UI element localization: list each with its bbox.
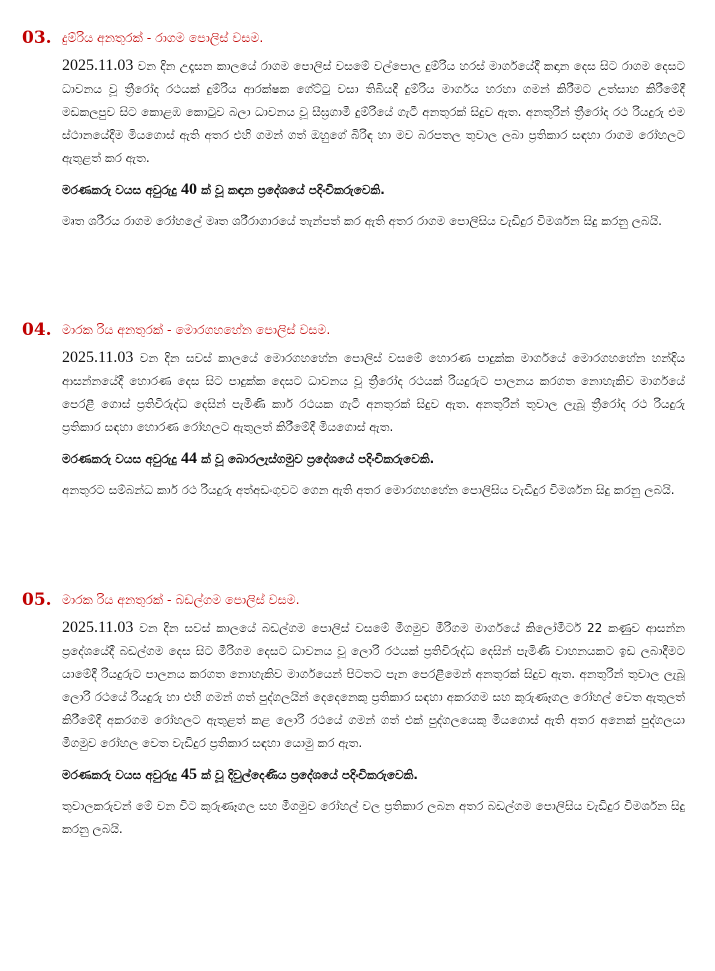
- incident-paragraph: [62, 616, 685, 755]
- section-body: [62, 616, 685, 841]
- section-title: දුම්රිය අනතුරක් - රාගම පොලිස් වසම.: [62, 30, 264, 45]
- section-body: [62, 346, 685, 502]
- deceased-info-post: ක් වූ බොරලැස්ගමුව ප්‍රදේශයේ පදිංචිකරුවෙකි.: [196, 452, 435, 466]
- deceased-info-pre: මරණකරු වයස අවුරුදු: [62, 768, 181, 782]
- section-body: [62, 54, 685, 233]
- deceased-info: [62, 178, 685, 202]
- incident-text: වන දින සවස් කාලයේ බඩල්ගම පොලිස් වසමේ මීගමුව මීරිගම මාර්ගයේ කිලෝමීටර් 22 කණුව ආසන්න ප්‍රදේශයේදී බඩල්ගම දෙස සිට මීරිගම දෙසට ධාවනය වූ ලොරි රථයක් ප්‍රතිවිරුද්ධ දෙසින් පැමිණි වාහනයකට ඉඩ ලබාදීමට යාමේදී රියදුරුට පාලනය කරගත නොහැකිව මාර්ගයෙන් පිටතට පැන පෙරළීමෙන් අනතුරක් සිදුව ඇත. අනතුරින් තුවාල ලැබූ ලොරි රථයේ රියදුරු හා එහි ගමන් ගත් පුද්ගලයින් දෙදෙනෙකු ප්‍රතිකාර සඳහා අකරගම සහ කුරුණෑගල රෝහල් වෙත ඇතුලත් කිරීමේදී අකරගම රෝහලට ඇතුළත් කළ ලොරි රථයේ ගමන් ගත් එක් පුද්ගලයෙකු මියගොස් ඇති අතර අනෙක් පුද්ගලයා මීගමුව රෝහල වෙත වැඩිදුර ප්‍රතිකාර සඳහා යොමු කර ඇත.: [62, 621, 685, 750]
- report-section-03: [0, 28, 715, 241]
- section-number: 04.: [22, 320, 52, 340]
- report-section-04: [0, 320, 715, 510]
- incident-date: 2025.11.03: [62, 57, 134, 74]
- section-number: 03.: [22, 28, 52, 48]
- incident-date: 2025.11.03: [62, 619, 134, 636]
- deceased-info-post: ක් වූ කඳාන ප්‍රදේශයේ පදිංචිකරුවෙකි.: [196, 183, 385, 197]
- investigation-paragraph: මෘත ශරීරය රාගම රෝහලේ මෘත ශරීරාගාරයේ තැන්පත් කර ඇති අතර රාගම පොලිසිය වැඩිදුර විමර්ශන සිදු කරනු ලබයි.: [62, 214, 662, 228]
- report-section-05: [0, 590, 715, 849]
- deceased-info-post: ක් වූ දිවුල්දෙණිය ප්‍රදේශයේ පදිංචිකරුවෙකි.: [196, 768, 418, 782]
- deceased-age: 45: [180, 766, 197, 783]
- section-title: මාරක රිය අනතුරක් - බඩල්ගම පොලිස් වසම.: [62, 592, 300, 607]
- investigation-paragraph: අනතුරට සම්බන්ධ කාර් රථ රියදුරු අත්අඩංගුවට ගෙන ඇති අතර මොරගහහේන පොලිසිය වැඩිදුර විමර්ශන සිදු කරනු ලබයි.: [62, 483, 675, 497]
- section-header: [0, 28, 715, 54]
- incident-text: වන දින සවස් කාලයේ මොරගහහේන පොලිස් වසමේ හොරණ පාදුක්ක මාර්ගයේ මොරගහහේන හන්දිය ආසන්නයේදී හොරණ දෙස සිට පාදුක්ක දෙසට ධාවනය වූ ත්‍රීරෝද රථයක් රියදුරුට පාලනය කරගත නොහැකිව මාර්ගයේ පෙරළී ගොස් ප්‍රතිවිරුද්ධ දෙසින් පැමිණි කාර් රථයක ගැටී අනතුරක් සිදුව ඇත. අනතුරින් තුවාල ලැබූ ත්‍රීරෝද රථ රියදුරු ප්‍රතිකාර සඳහා හොරණ රෝහලට ඇතුලත් කිරීමේදී මියගොස් ඇත.: [62, 351, 685, 434]
- deceased-info: [62, 447, 685, 471]
- deceased-info-pre: මරණකරු වයස අවුරුදු: [62, 452, 181, 466]
- deceased-info: [62, 763, 685, 787]
- investigation-paragraph: තුවාලකරුවන් මේ වන විට කුරුණෑගල සහ මීගමුව රෝහල් වල ප්‍රතිකාර ලබන අතර බඩල්ගම පොලිසිය වැඩිදුර විමර්ශන සිදු කරනු ලබයි.: [62, 799, 685, 836]
- section-header: [0, 590, 715, 616]
- deceased-info-pre: මරණකරු වයස අවුරුදු: [62, 183, 181, 197]
- incident-text: වන දින උදෑසන කාලයේ රාගම පොලිස් වසමේ වල්පොල දුම්රිය හරස් මාර්ගයේදී කඳාන දෙස සිට රාගම දෙසට ධාවනය වූ ත්‍රීරෝද රථයක් දුම්රිය ආරක්ෂක ගේට්ටු වසා තිබියදී දුම්රිය මාර්ගය හරහා ගමන් කිරීමට උත්සාහ කිරීමේදී මඩකලපුව සිට කොළඹ කොටුව බලා ධාවනය වූ සීඝ්‍රගාමී දුම්රියේ ගැටී අනතුරක් සිදුව ඇත. අනතුරින් ත්‍රීරෝද රථ රියදුරු එම ස්ථානයේදීම මියගොස් ඇති අතර එහි ගමන් ගත් ඔහුගේ බිරිඳ හා මව බරපතල තුවාල ලබා ප්‍රතිකාර සඳහා රාගම රෝහලට ඇතුළත් කර ඇත.: [62, 59, 685, 165]
- deceased-age: 44: [180, 450, 197, 467]
- incident-date: 2025.11.03: [62, 349, 134, 366]
- section-title: මාරක රිය අනතුරක් - මොරගහහේන පොලිස් වසම.: [62, 322, 331, 337]
- incident-paragraph: [62, 346, 685, 439]
- incident-paragraph: [62, 54, 685, 170]
- deceased-age: 40: [180, 181, 197, 198]
- section-number: 05.: [22, 590, 52, 610]
- section-header: [0, 320, 715, 346]
